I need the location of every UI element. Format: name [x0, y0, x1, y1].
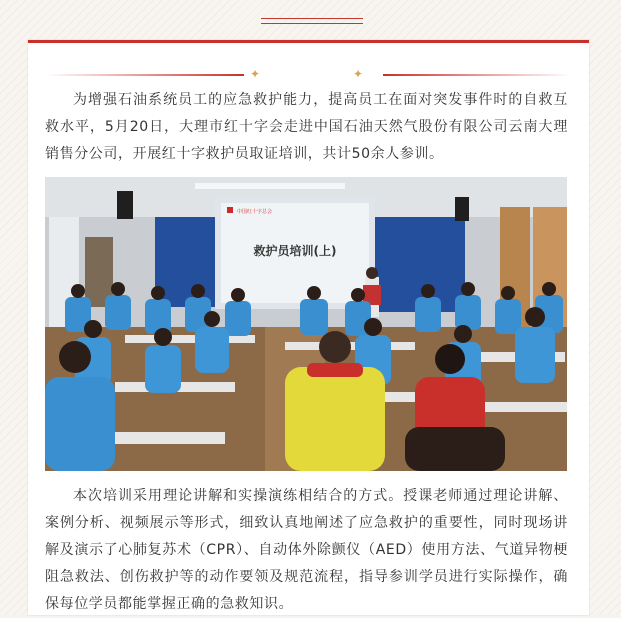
- screen-title-text: 救护员培训(上): [253, 244, 337, 258]
- details-paragraph: 本次培训采用理论讲解和实操演练相结合的方式。授课老师通过理论讲解、案例分析、视频展示等形式，细致认真地阐述了应急救护的重要性，同时现场讲解及演示了心肺复苏术（CPR）、自动体外除颤仪（AED）使用方法、气道异物梗阻急救法、创伤救护等的动作要领及规范流程，指导参训学员进行实际操作，确保每位学员都能掌握正确的急救知识。: [45, 488, 568, 612]
- training-photo: [45, 177, 567, 471]
- decorative-divider: [28, 67, 589, 81]
- top-ornament: [261, 18, 363, 24]
- four-point-star-icon: ✦: [249, 67, 261, 81]
- divider-line-left: [46, 74, 244, 76]
- four-point-star-icon: ✦: [352, 67, 364, 81]
- screen-org-text: 中国红十字总会: [237, 209, 273, 215]
- intro-paragraph: 为增强石油系统员工的应急救护能力，提高员工在面对突发事件时的自救互救水平，5月20日，大理市红十字会走进中国石油天然气股份有限公司云南大理销售分公司，开展红十字救护员取证培训，共计50余人参训。: [45, 92, 568, 162]
- article-card: [28, 40, 589, 615]
- divider-line-right: [383, 74, 571, 76]
